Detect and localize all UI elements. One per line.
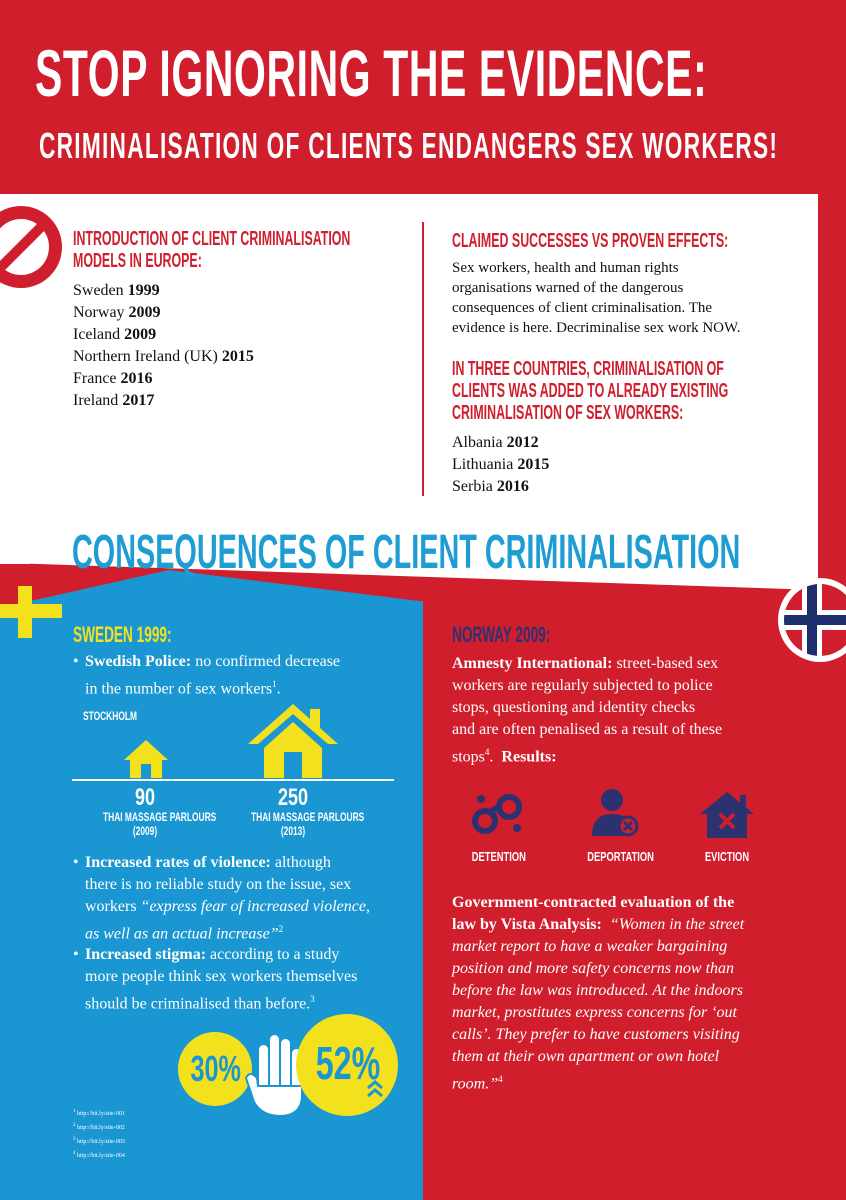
country-name: Iceland <box>73 326 121 343</box>
bullet-dot: • <box>73 946 79 963</box>
sweden-flag-icon <box>0 586 64 638</box>
country-row <box>73 324 413 346</box>
norway-amnesty-text <box>452 653 802 768</box>
country-name: Albania <box>452 434 503 451</box>
country-year: 2015 <box>517 456 550 473</box>
country-row <box>73 302 413 324</box>
stat-label-year: (2013) <box>280 824 306 838</box>
bullet-bold: Swedish Police: <box>85 653 192 670</box>
sweden-title: SWEDEN 1999: <box>73 622 172 647</box>
page-title: STOP IGNORING THE EVIDENCE: <box>35 36 708 110</box>
evaluation-quote: calls’. They prefer to have customers visiting <box>452 1026 740 1043</box>
house-small-icon <box>124 740 168 778</box>
evaluation-quote: market, prostitutes express concerns for ‘out <box>452 1004 737 1021</box>
bullet-text: should be criminalised than before. <box>85 995 311 1013</box>
country-name: Sweden <box>73 282 124 299</box>
footnote[interactable] <box>73 1120 125 1134</box>
norway-text: and are often penalised as a result of these <box>452 721 723 738</box>
bullet-text: . <box>276 680 281 698</box>
footnote-ref: 1 <box>272 679 277 689</box>
country-name: Ireland <box>73 392 119 409</box>
bullet-text: workers <box>85 898 137 915</box>
evaluation-bold: law by Vista Analysis: <box>452 916 602 933</box>
country-year: 2017 <box>122 392 155 409</box>
bullet-dot: • <box>73 653 79 670</box>
norway-text: . <box>489 748 494 766</box>
deportation-label: DEPORTATION <box>587 849 654 864</box>
intro-heading-line2: MODELS IN EUROPE: <box>73 250 202 272</box>
column-divider <box>422 222 424 496</box>
claimed-text <box>452 258 792 338</box>
stockholm-label: STOCKHOLM <box>83 709 137 723</box>
evaluation-quote: position and more safety concerns now than <box>452 960 735 977</box>
stat-value-2013: 250 <box>277 784 309 811</box>
detention-label: DETENTION <box>471 849 526 864</box>
country-year: 2012 <box>506 434 539 451</box>
norway-text: stops <box>452 748 485 766</box>
deportation-person-icon <box>590 788 640 838</box>
country-row <box>452 476 792 498</box>
bullet-text: there is no reliable study on the issue, sex <box>85 876 352 893</box>
country-row <box>73 280 413 302</box>
bullet-bold: Increased rates of violence: <box>85 854 271 871</box>
country-year: 2009 <box>128 304 161 321</box>
country-row <box>452 454 792 476</box>
footnote[interactable] <box>73 1106 125 1120</box>
house-large-icon <box>248 704 338 778</box>
handcuffs-icon <box>472 790 524 836</box>
three-country-list <box>452 432 792 498</box>
evaluation-quote: room.” <box>452 1075 499 1093</box>
footnote-number: 3 <box>73 1137 76 1142</box>
country-name: France <box>73 370 117 387</box>
country-row <box>452 432 792 454</box>
footnote[interactable] <box>73 1134 125 1148</box>
footnotes <box>73 1106 125 1162</box>
pct-before: 30% <box>190 1048 241 1089</box>
stat-value-2009: 90 <box>134 784 156 811</box>
footnote-ref: 4 <box>498 1074 503 1084</box>
bullet-text: more people think sex workers themselves <box>85 968 358 985</box>
evaluation-quote: market report to have a weaker bargaining <box>452 938 728 955</box>
footnote-link: http://bit.ly/site-001 <box>77 1111 125 1117</box>
sweden-bullet-stigma <box>73 944 403 1015</box>
norway-title: NORWAY 2009: <box>452 622 551 647</box>
results-label: Results: <box>501 748 557 766</box>
claimed-line: organisations warned of the dangerous <box>452 280 684 296</box>
country-row <box>73 346 413 368</box>
norway-flag-icon <box>778 578 846 662</box>
footnote-link: http://bit.ly/site-002 <box>77 1125 125 1131</box>
footnote-link: http://bit.ly/site-004 <box>77 1153 125 1159</box>
bullet-bold: Increased stigma: <box>85 946 207 963</box>
country-name: Lithuania <box>452 456 514 473</box>
footnote-number: 4 <box>73 1151 76 1156</box>
claimed-heading: CLAIMED SUCCESSES VS PROVEN EFFECTS: <box>452 230 729 252</box>
claimed-section <box>452 230 792 498</box>
claimed-line: consequences of client criminalisation. The <box>452 300 713 316</box>
double-chevron-up-icon <box>366 1080 384 1098</box>
bullet-quote: as well as an actual increase” <box>85 925 279 943</box>
three-countries-heading <box>452 358 792 424</box>
stat-label-year: (2009) <box>132 824 158 838</box>
footnote-number: 1 <box>73 1109 76 1114</box>
country-year: 2016 <box>496 478 529 495</box>
norway-text: street-based sex <box>616 655 719 672</box>
sweden-bullet-violence <box>73 852 403 945</box>
intro-section <box>73 228 413 412</box>
stat-label-2013 <box>233 810 365 838</box>
evaluation-quote: before the law was introduced. At the indoors <box>452 982 743 999</box>
bullet-text: in the number of sex workers <box>85 680 273 698</box>
norway-text: workers are regularly subjected to police <box>452 677 713 694</box>
bullet-text: no confirmed decrease <box>195 653 341 670</box>
footnote-number: 2 <box>73 1123 76 1128</box>
pct-after: 52% <box>315 1037 381 1089</box>
country-year: 2009 <box>124 326 157 343</box>
claimed-line: Sex workers, health and human rights <box>452 260 679 276</box>
evaluation-bold: Government-contracted evaluation of the <box>452 894 735 911</box>
bullet-dot: • <box>73 854 79 871</box>
bullet-text: although <box>274 854 331 871</box>
three-heading-line: CRIMINALISATION OF SEX WORKERS: <box>452 402 684 424</box>
footnote-link: http://bit.ly/site-003 <box>77 1139 125 1145</box>
norway-evaluation-text <box>452 892 812 1095</box>
three-heading-line: IN THREE COUNTRIES, CRIMINALISATION OF <box>452 358 724 380</box>
stat-label-2009 <box>85 810 217 838</box>
country-year: 1999 <box>127 282 160 299</box>
footnote[interactable] <box>73 1148 125 1162</box>
evaluation-quote: “Women in the street <box>609 916 745 933</box>
footnote-ref: 4 <box>484 747 490 757</box>
bullet-text: according to a study <box>210 946 340 963</box>
country-year: 2015 <box>221 348 254 365</box>
country-name: Northern Ireland (UK) <box>73 348 218 365</box>
footnote-ref: 3 <box>310 994 315 1004</box>
eviction-house-icon <box>700 792 754 838</box>
country-year: 2016 <box>120 370 153 387</box>
intro-heading-line1: INTRODUCTION OF CLIENT CRIMINALISATION <box>73 228 351 250</box>
claimed-line: evidence is here. Decriminalise sex work NOW. <box>452 320 741 336</box>
country-row <box>73 390 413 412</box>
intro-country-list <box>73 280 413 412</box>
country-row <box>73 368 413 390</box>
page-subtitle: CRIMINALISATION OF CLIENTS ENDANGERS SEX WORKERS! <box>39 125 779 166</box>
evaluation-quote: them at their own apartment or own hotel <box>452 1048 720 1065</box>
bullet-quote: “express fear of increased violence, <box>140 898 370 915</box>
amnesty-label: Amnesty International: <box>452 655 613 672</box>
consequences-title: CONSEQUENCES OF CLIENT CRIMINALISATION <box>72 526 741 579</box>
stat-label-text: THAI MASSAGE PARLOURS <box>251 810 365 824</box>
sweden-bullet-police <box>73 651 403 700</box>
country-name: Norway <box>73 304 125 321</box>
chart-baseline <box>72 779 394 781</box>
country-name: Serbia <box>452 478 493 495</box>
footnote-ref: 2 <box>278 924 284 934</box>
norway-text: stops, questioning and identity checks <box>452 699 696 716</box>
stat-label-text: THAI MASSAGE PARLOURS <box>103 810 217 824</box>
eviction-label: EVICTION <box>704 849 750 864</box>
three-heading-line: CLIENTS WAS ADDED TO ALREADY EXISTING <box>452 380 729 402</box>
